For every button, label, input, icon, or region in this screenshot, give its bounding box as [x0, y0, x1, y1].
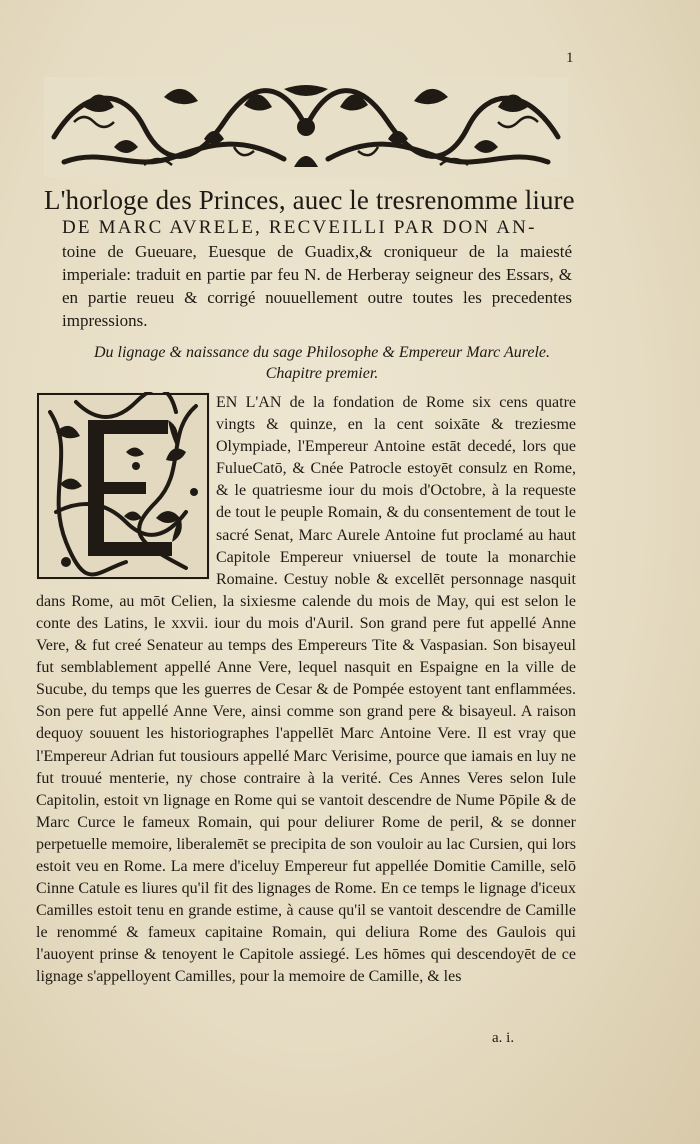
chapter-heading: [72, 342, 572, 384]
chapter-body: [36, 392, 576, 989]
book-title-continuation: toine de Gueuare, Euesque de Guadix,& croniqueur de la maiesté imperiale: traduit en partie par feu N. de Herberay seigneur des Essars, & en partie reueu & corrigé nouuellement outre toutes les precedentes impressions.: [62, 242, 572, 330]
book-title: L'horloge des Princes, auec le tresrenomme liure: [44, 185, 575, 215]
chapter-number: Chapitre premier.: [265, 365, 379, 382]
chapter-body-text: EN L'AN de la fondation de Rome six cens quatre vingts & quinze, en la cent soixāte & treziesme Olympiade, l'Empereur Antoine estāt decedé, lors que FulueCatō, & Cnée Patrocle estoyēt consulz en Rome, & le quatriesme iour du mois d'Octobre, à la requeste de tout le peuple Romain, & du consentement de tout le sacré Senat, Marc Aurele Antoine fut proclamé au haut Capitole Empereur vniuersel de toute la monarchie Romaine. Cestuy noble & excellēt personnage nasquit dans Rome, au mōt Celien, la sixiesme calende du mois de May, qui est selon le conte des Latins, le xxvii. iour du mois d'Auril. Son grand pere fut appellé Anne Vere, & fut creé Senateur au temps des Empereurs Tite & Vaspasian. Son bisayeul fut semblablement appellé Anne Vere, lequel nasquit en Espaigne en la ville de Sucube, du temps que les guerres de Cesar & de Pompée estoyent tant enflammées. Son pere fut appellé Anne Vere, ainsi comme son grand pere & bisayeul. A raison dequoy souuent les historiographes l'appellēt Marc Antoine Vere. Il est vray que l'Empereur Adrian fut tousiours appellé Marc Verisime, pource que iamais en luy ne fut trouué menterie, ny chose contraire à la verité. Ces Annes Veres selon Iule Capitolin, estoit vn lignage en Rome qui se vantoit descendre de Nume Pōpile & de Marc Curce le fameux Romain, qui pour deliurer Rome de peril, & se donner perpetuelle memoire, liberalemēt se precipita de son vouloir au lac Cursien, qui lors estoit veu en Rome. La mere d'iceluy Empereur fut appellée Domitie Camille, selō Cinne Catule es liures qu'il fit des lignages de Rome. En ce temps le lignage d'iceux Camilles estoit tenu en grande estime, à cause qu'il se vantoit descendre de Camille le renommé & fameux capitaine Romain, qui deliura Rome des Gaulois qui l'auoyent prinse & tenoyent le Capitole assiegé. Les hōmes qui descendoyēt de ce lignage s'appelloyent Camilles, pour la memoire de Camille, & les: [36, 394, 576, 986]
title-block: [44, 184, 575, 332]
initial-space: [36, 392, 216, 582]
signature-catchword: a. i.: [492, 1030, 515, 1046]
folio-number: 1: [566, 50, 574, 66]
chapter-heading-title: Du lignage & naissance du sage Philosophe & Empereur Marc Aurele.: [93, 344, 551, 361]
ornamental-headpiece-icon: [44, 77, 568, 177]
book-subtitle-caps: DE MARC AVRELE, RECVEILLI PAR DON AN-: [62, 217, 537, 238]
